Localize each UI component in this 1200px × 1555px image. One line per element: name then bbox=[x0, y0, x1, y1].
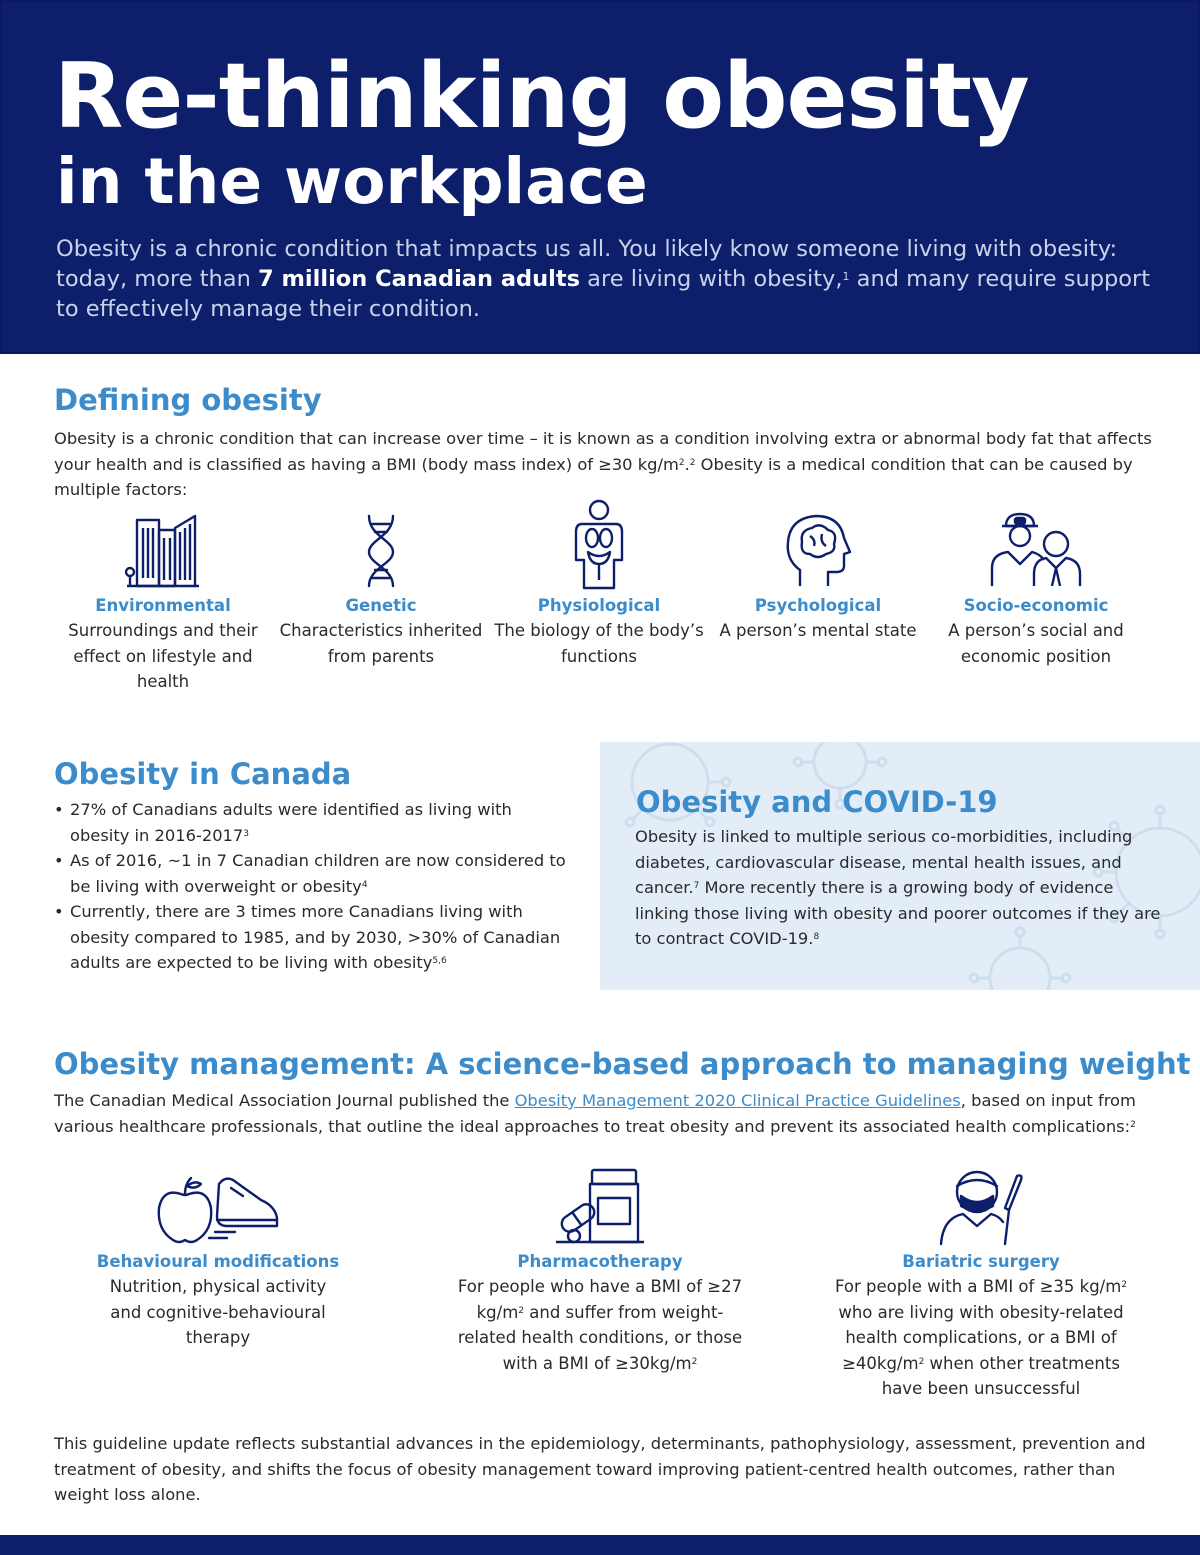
factor-psychological bbox=[708, 510, 928, 644]
defining-heading: Defining obesity bbox=[54, 383, 322, 417]
intro-paragraph: Obesity is a chronic condition that impacts us all. You likely know someone living with obesity: today, more than 7 million Canadian adults are living with obesity,$^1$ and many require support to effectively manage their condition. bbox=[56, 236, 1151, 322]
closing-paragraph: This guideline update reflects substantial advances in the epidemiology, determinants, pathophysiology, assessment, prevention and treatment of obesity, and shifts the focus of obesity management toward improving patient-centred health outcomes, rather than weight loss alone. bbox=[54, 1434, 1146, 1504]
factor-label: Environmental bbox=[95, 596, 231, 615]
list-item: • Currently, there are 3 times more Canadians living with obesity compared to 1985, and by 2030, >30% of Canadian adults are expected to be living with obesity$^{5,6}$ bbox=[54, 899, 574, 976]
management-paragraph: The Canadian Medical Association Journal published the Obesity Management 2020 Clinical Practice Guidelines, based on input from various healthcare professionals, that outline the ideal approaches to treat obesity and prevent its associated health complications:$^2$ bbox=[54, 1091, 1136, 1136]
surgeon-icon bbox=[933, 1168, 1029, 1246]
factor-physiological bbox=[489, 498, 709, 669]
approach-label: Bariatric surgery bbox=[902, 1252, 1060, 1271]
factor-desc: A person’s social and economic position bbox=[948, 621, 1124, 666]
intro-highlight: 7 million Canadian adults bbox=[258, 266, 581, 292]
guidelines-link[interactable]: Obesity Management 2020 Clinical Practice Guidelines bbox=[514, 1091, 961, 1110]
buildings-icon bbox=[123, 510, 203, 590]
factor-desc: A person’s mental state bbox=[719, 621, 917, 640]
factor-label: Physiological bbox=[537, 596, 661, 615]
page-title: Re-thinking obesity bbox=[54, 44, 1029, 149]
apple-shoe-icon bbox=[153, 1170, 283, 1246]
list-item: • 27% of Canadians adults were identified as living with obesity in 2016-2017$^3$ bbox=[54, 797, 574, 848]
covid-heading: Obesity and COVID-19 bbox=[636, 785, 998, 819]
factor-desc: Surroundings and their effect on lifestyle and health bbox=[68, 621, 258, 691]
canada-heading: Obesity in Canada bbox=[54, 757, 352, 791]
workers-icon bbox=[984, 510, 1088, 590]
covid-paragraph: Obesity is linked to multiple serious co-morbidities, including diabetes, cardiovascular disease, mental health issues, and cancer.$^7$ More recently there is a growing body of evidence linking those living with obesity and poorer outcomes if they are to contract COVID-19.$^8$ bbox=[635, 827, 1161, 948]
factor-desc: The biology of the body’s functions bbox=[494, 621, 704, 666]
list-item: • As of 2016, ~1 in 7 Canadian children are now considered to be living with overweight or obesity$^4$ bbox=[54, 848, 574, 899]
canada-bullets bbox=[54, 797, 574, 976]
approach-desc: Nutrition, physical activity and cognitive-behavioural therapy bbox=[109, 1277, 327, 1347]
approach-bariatric bbox=[821, 1168, 1141, 1402]
approach-label: Pharmacotherapy bbox=[517, 1252, 683, 1271]
approach-pharmacotherapy bbox=[440, 1166, 760, 1376]
dna-icon bbox=[341, 510, 421, 590]
factor-desc: Characteristics inherited from parents bbox=[279, 621, 483, 666]
body-organs-icon bbox=[564, 498, 634, 590]
page-subtitle: in the workplace bbox=[56, 145, 648, 218]
approach-behavioural bbox=[58, 1170, 378, 1351]
factor-label: Genetic bbox=[345, 596, 417, 615]
approach-label: Behavioural modifications bbox=[96, 1252, 340, 1271]
factor-environmental bbox=[53, 510, 273, 695]
approach-desc: For people with a BMI of ≥35 $kg/m^2$ who are living with obesity-related health complications, or a BMI of $\ge 40kg/m^2$ when other treatments have been unsuccessful bbox=[834, 1277, 1128, 1398]
factor-label: Psychological bbox=[754, 596, 882, 615]
factor-socio-economic bbox=[926, 510, 1146, 669]
factor-label: Socio-economic bbox=[963, 596, 1109, 615]
management-heading: Obesity management: A science-based approach to managing weight bbox=[54, 1047, 1191, 1081]
footer-bar bbox=[0, 1535, 1200, 1555]
header-banner bbox=[0, 0, 1200, 354]
pill-bottle-icon bbox=[552, 1166, 648, 1246]
factor-genetic bbox=[271, 510, 491, 669]
defining-paragraph: Obesity is a chronic condition that can increase over time – it is known as a condition involving extra or abnormal body fat that affects your health and is classified as having a BMI (body mass index) of ≥30 $kg/m^2.^2$ Obesity is a medical condition that can be caused by multiple factors: bbox=[54, 429, 1152, 499]
approach-desc: For people who have a BMI of ≥27 $kg/m^2$ and suffer from weight-related health conditions, or those with a BMI of $\ge 30kg/m^2$ bbox=[457, 1277, 743, 1373]
brain-head-icon bbox=[778, 510, 858, 590]
